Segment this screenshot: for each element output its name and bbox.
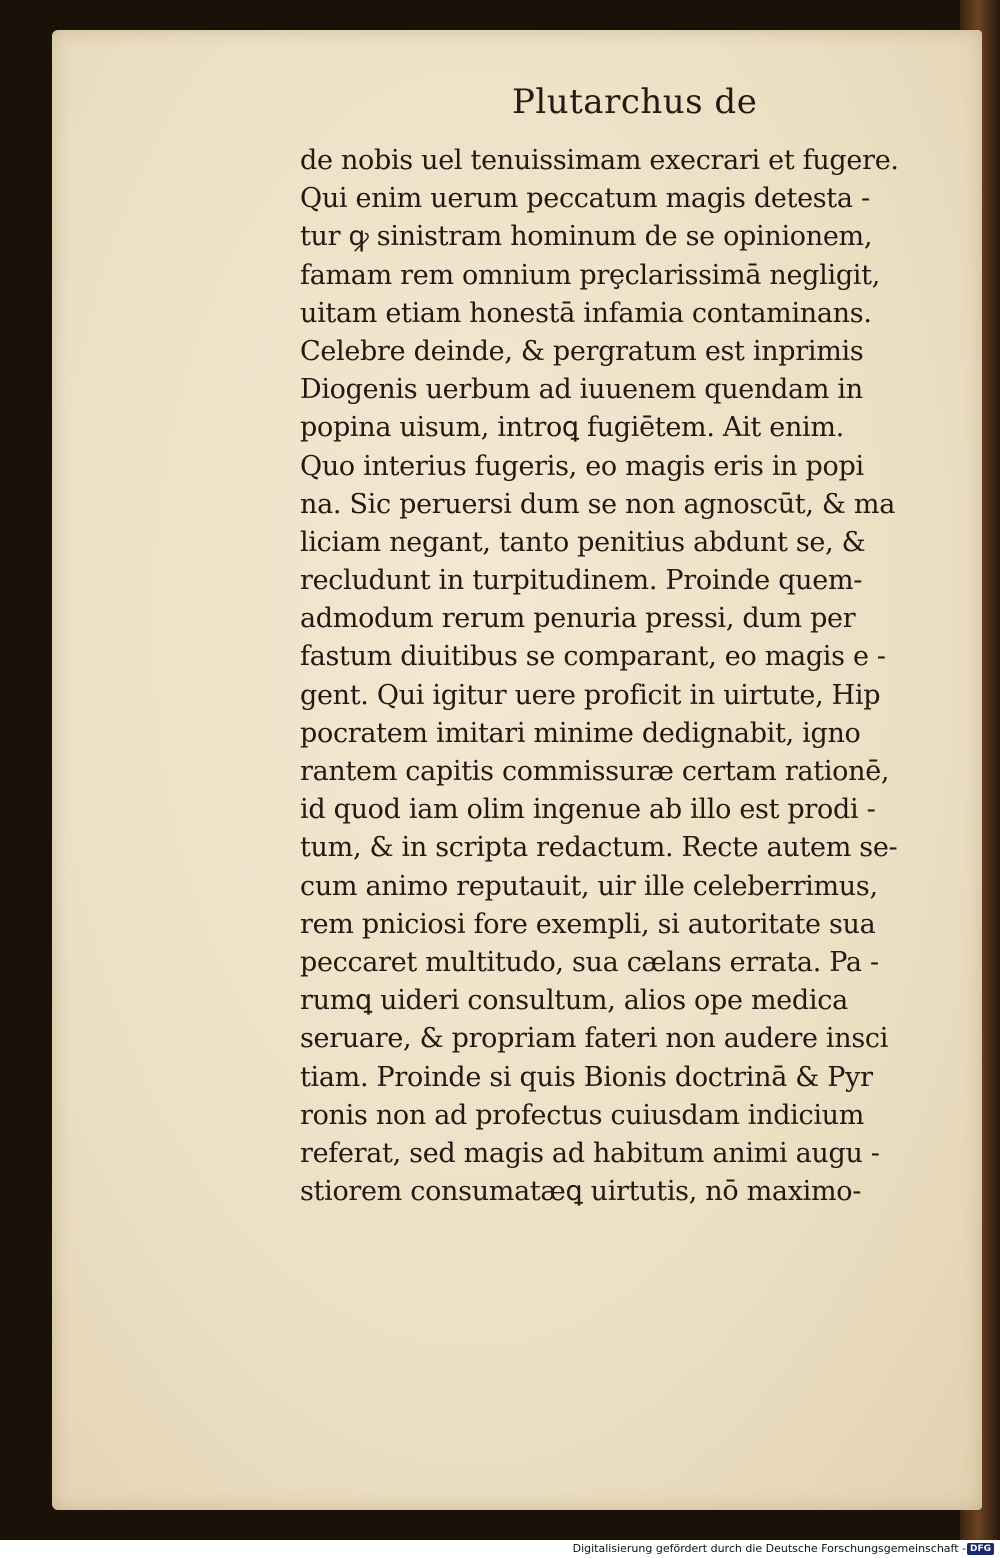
running-header: Plutarchus de	[512, 82, 758, 122]
text-line: popina uisum, introꝗ fugiētem. Ait enim.	[300, 412, 844, 444]
text-line: peccaret multitudo, sua cælans errata. Pa -	[300, 946, 879, 978]
text-line: recludunt in turpitudinem. Proinde quem-	[300, 565, 863, 597]
text-line: gent. Qui igitur uere proficit in uirtute, Hip	[300, 679, 881, 711]
text-line: famam rem omnium prȩclarissimā negligit,	[300, 259, 880, 291]
text-line: tum, & in scripta redactum. Recte autem se-	[300, 832, 898, 864]
dfg-logo: DFG	[967, 1543, 994, 1555]
text-block	[300, 142, 950, 1211]
text-line: tur ꝙ sinistram hominum de se opinionem,	[300, 221, 873, 253]
text-line: id quod iam olim ingenue ab illo est prodi -	[300, 794, 876, 826]
text-line: stiorem consumatæꝗ uirtutis, nō maximo-	[300, 1176, 862, 1208]
text-line: rem pniciosi fore exempli, si autoritate sua	[300, 908, 876, 940]
funding-credit: Digitalisierung gefördert durch die Deutsche Forschungsgemeinschaft -	[572, 1542, 966, 1555]
text-line: rantem capitis commissuræ certam rationē,	[300, 756, 890, 787]
text-line: de nobis uel tenuissimam execrari et fugere.	[300, 145, 899, 176]
text-line: tiam. Proinde si quis Bionis doctrinā & Pyr	[300, 1061, 873, 1093]
text-line: Quo interius fugeris, eo magis eris in popi	[300, 450, 864, 482]
text-line: liciam negant, tanto penitius abdunt se, &	[300, 526, 866, 558]
text-line: uitam etiam honestā infamia contaminans.	[300, 297, 872, 329]
text-line: Celebre deinde, & pergratum est inprimis	[300, 335, 864, 367]
text-line: ronis non ad profectus cuiusdam indicium	[300, 1099, 865, 1131]
text-line: seruare, & propriam fateri non audere insci	[300, 1023, 889, 1055]
text-line: Qui enim uerum peccatum magis detesta -	[300, 183, 870, 215]
text-line: na. Sic peruersi dum se non agnoscūt, & ma	[300, 488, 896, 520]
text-line: rumꝗ uideri consultum, alios ope medica	[300, 985, 848, 1017]
text-line: Diogenis uerbum ad iuuenem quendam in	[300, 374, 863, 406]
text-line: cum animo reputauit, uir ille celeberrimus,	[300, 870, 878, 902]
text-line: fastum diuitibus se comparant, eo magis e -	[300, 641, 886, 673]
text-line: referat, sed magis ad habitum animi augu -	[300, 1137, 880, 1169]
text-line: pocratem imitari minime dedignabit, igno	[300, 717, 861, 749]
text-line: admodum rerum penuria pressi, dum per	[300, 603, 856, 635]
